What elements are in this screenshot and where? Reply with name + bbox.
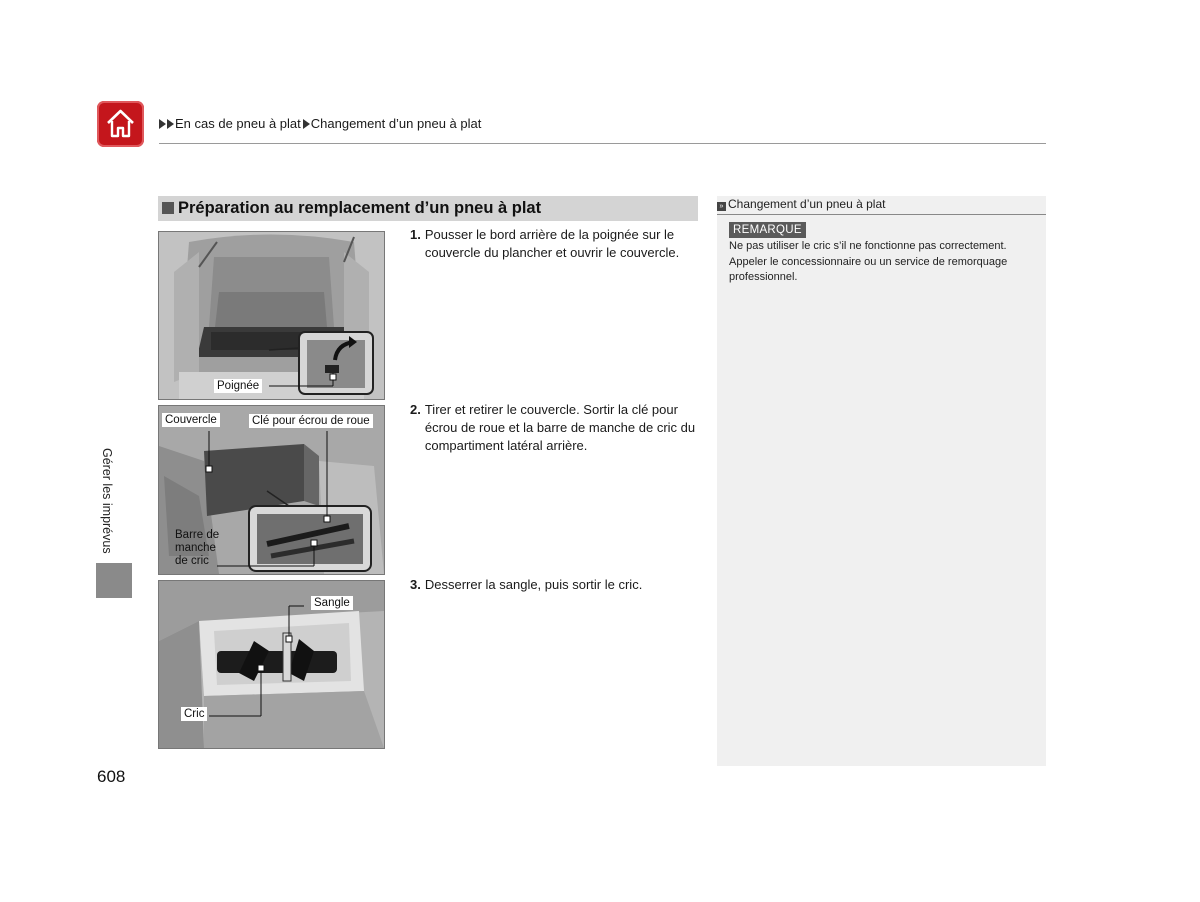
sidebar-note: Ne pas utiliser le cric s’il ne fonctionne pas correctement. Appeler le concessionnaire ou un service de remorquage professionnel. <box>729 240 1008 283</box>
sidebar-heading-text: Changement d’un pneu à plat <box>728 197 886 211</box>
sidebar-heading[interactable] <box>717 197 885 211</box>
breadcrumb-link-changing-tire[interactable]: Changement d’un pneu à plat <box>310 116 482 131</box>
arrow-icon <box>303 119 310 129</box>
figure-trunk-floor-handle <box>158 231 385 400</box>
step-text: Pousser le bord arrière de la poignée sur le couvercle du plancher et ouvrir le couvercle. <box>424 227 680 260</box>
label-strap: Sangle <box>311 596 353 610</box>
section-marker-icon <box>162 202 174 214</box>
chapter-tab-label: Gérer les imprévus <box>100 448 114 554</box>
label-jack-handle-bar: Barre de manche de cric <box>175 529 220 567</box>
label-cover: Couvercle <box>162 413 220 427</box>
step-2 <box>410 401 702 455</box>
page-number: 608 <box>97 767 126 786</box>
figure-cover-and-tools <box>158 405 385 575</box>
step-1 <box>410 226 702 262</box>
sidebar-divider <box>717 214 1046 215</box>
section-title: Préparation au remplacement d’un pneu à plat <box>178 199 542 217</box>
breadcrumb-link-flat-tire[interactable]: En cas de pneu à plat <box>175 116 301 131</box>
step-text: Desserrer la sangle, puis sortir le cric. <box>424 577 643 592</box>
step-number: 2. <box>410 402 421 417</box>
home-button[interactable] <box>97 101 144 147</box>
step-3 <box>410 576 702 594</box>
label-handle: Poignée <box>214 379 262 393</box>
trunk-illustration <box>159 232 384 399</box>
breadcrumb <box>159 116 481 131</box>
step-number: 1. <box>410 227 421 242</box>
arrow-icon <box>159 119 166 129</box>
remarque-badge: REMARQUE <box>729 222 806 238</box>
step-number: 3. <box>410 577 421 592</box>
label-jack: Cric <box>181 707 207 721</box>
header-divider <box>159 143 1046 144</box>
home-icon <box>105 108 136 139</box>
figure-jack-strap <box>158 580 385 749</box>
arrow-icon <box>167 119 174 129</box>
label-wheel-nut-wrench: Clé pour écrou de roue <box>249 414 373 428</box>
step-text: Tirer et retirer le couvercle. Sortir la clé pour écrou de roue et la barre de manche de cric du compartiment latéral arrière. <box>424 402 696 453</box>
reference-icon: » <box>717 202 726 211</box>
chapter-tab-marker[interactable] <box>96 563 132 598</box>
